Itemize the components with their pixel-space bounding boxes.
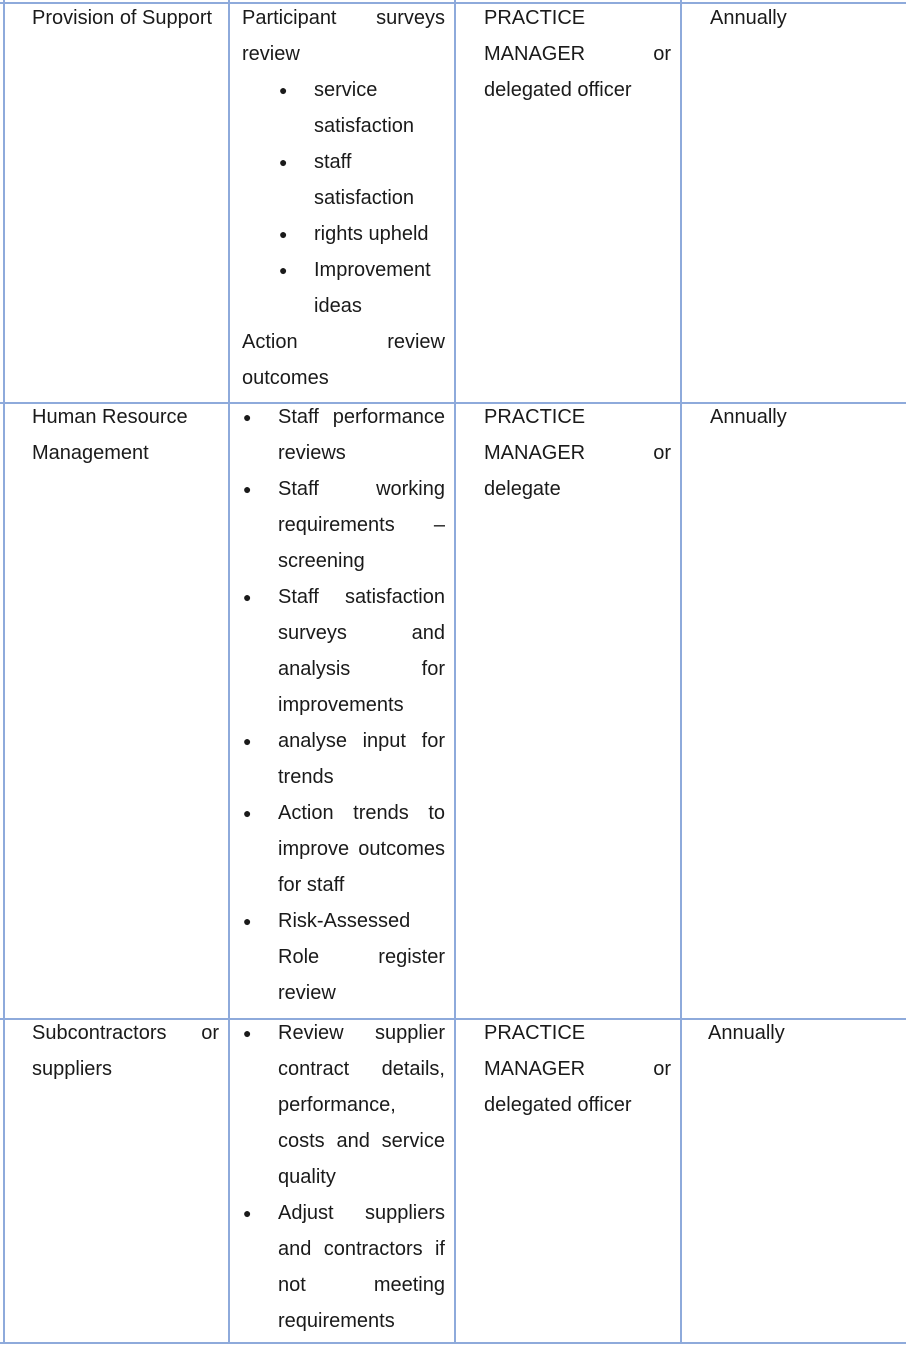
table-bottom-border xyxy=(0,1342,906,1344)
activity-cell xyxy=(242,1015,445,1339)
area-cell xyxy=(32,0,224,36)
bullet-icon: ● xyxy=(243,409,252,425)
bullet-icon: ● xyxy=(243,733,252,749)
responsible-line: PRACTICE MANAGER or xyxy=(484,1022,671,1080)
area-label: Human Resource xyxy=(32,406,188,428)
list-item: ● Review supplier contract details, performance, costs and service quality xyxy=(242,1015,445,1195)
frequency-cell xyxy=(708,1015,898,1051)
list-item: ● Risk-Assessed Role register review xyxy=(242,903,445,1011)
list-item: ● Improvement ideas xyxy=(242,252,445,324)
list-item: ● service satisfaction xyxy=(242,72,445,144)
responsible-line: PRACTICE MANAGER or xyxy=(484,406,671,464)
list-item: ● Staff performance reviews xyxy=(242,399,445,471)
responsible-line: delegated officer xyxy=(484,79,632,101)
activity-bullet-list xyxy=(242,399,445,1011)
frequency-label: Annually xyxy=(710,7,787,29)
frequency-cell xyxy=(710,0,900,36)
list-item: ● Staff satisfaction surveys and analysis for improvements xyxy=(242,579,445,723)
bullet-icon: ● xyxy=(243,805,252,821)
frequency-cell xyxy=(710,399,900,435)
list-item: ● Action trends to improve outcomes for staff xyxy=(242,795,445,903)
table-column-divider-3 xyxy=(680,0,682,1344)
bullet-icon: ● xyxy=(243,1025,252,1041)
frequency-label: Annually xyxy=(710,406,787,428)
list-item: ● Staff working requirements – screening xyxy=(242,471,445,579)
activity-outro-line: Action review xyxy=(242,331,445,353)
bullet-icon: ● xyxy=(279,226,288,242)
activity-intro-line: Participant surveys xyxy=(242,7,445,29)
responsible-line: PRACTICE MANAGER or xyxy=(484,7,671,65)
table-border-left xyxy=(3,0,5,1344)
bullet-icon: ● xyxy=(243,481,252,497)
table-column-divider-1 xyxy=(228,0,230,1344)
area-label: Management xyxy=(32,442,149,464)
responsible-cell xyxy=(484,399,671,507)
list-item: ● rights upheld xyxy=(242,216,445,252)
area-label: Subcontractors or xyxy=(32,1022,219,1044)
bullet-icon: ● xyxy=(279,154,288,170)
area-cell xyxy=(32,399,224,471)
responsible-cell xyxy=(484,1015,671,1123)
activity-outro-line: outcomes xyxy=(242,367,329,389)
list-item: ● Adjust suppliers and contractors if not meeting requirements xyxy=(242,1195,445,1339)
bullet-icon: ● xyxy=(243,1205,252,1221)
area-label: suppliers xyxy=(32,1058,113,1080)
area-cell xyxy=(32,1015,219,1087)
activity-bullet-list xyxy=(242,72,445,324)
responsible-line: delegate xyxy=(484,478,561,500)
activity-cell xyxy=(242,399,445,1011)
bullet-icon: ● xyxy=(243,913,252,929)
frequency-label: Annually xyxy=(708,1022,785,1044)
list-item: ● analyse input for trends xyxy=(242,723,445,795)
list-item: ● staff satisfaction xyxy=(242,144,445,216)
responsible-line: delegated officer xyxy=(484,1094,632,1116)
responsible-cell xyxy=(484,0,671,108)
activity-bullet-list xyxy=(242,1015,445,1339)
bullet-icon: ● xyxy=(243,589,252,605)
activity-cell xyxy=(242,0,445,396)
activity-intro-line: review xyxy=(242,43,300,65)
bullet-icon: ● xyxy=(279,262,288,278)
area-label: Provision of Support xyxy=(32,7,213,29)
table-column-divider-2 xyxy=(454,0,456,1344)
bullet-icon: ● xyxy=(279,82,288,98)
